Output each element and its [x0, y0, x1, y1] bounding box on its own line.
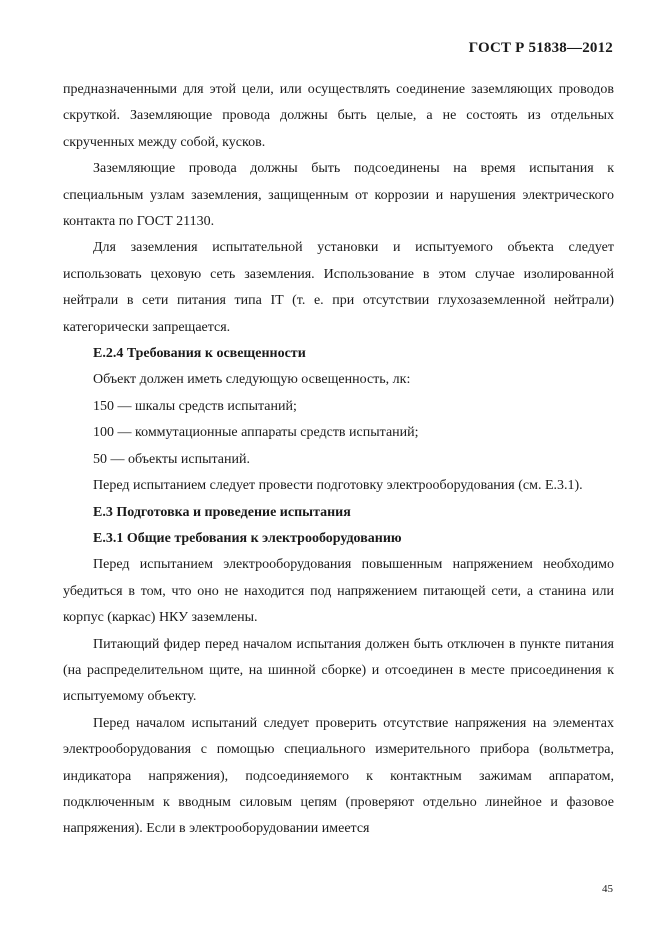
section-heading-e3: Е.3 Подготовка и проведение испытания — [93, 504, 351, 520]
paragraph-grounding-wires: Заземляющие провода должны быть подсоединены на время испытания к специальным узлам заземления, защищенным от коррозии и нарушения электрического контакта по ГОСТ 21130. — [63, 161, 614, 230]
paragraph-workshop-grounding: Для заземления испытательной установки и испытуемого объекта следует использовать цеховую сеть заземления. Использование в этом случае изолированной нейтрали в сети питания типа IT (т. е. при отсутствии глухозаземленной нейтрали) категорически запрещается. — [63, 240, 614, 335]
paragraph-illumination-intro: Объект должен иметь следующую освещенность, лк: — [93, 372, 411, 388]
paragraph-preparation-reference: Перед испытанием следует провести подготовку электрооборудования (см. Е.3.1). — [93, 478, 583, 494]
paragraph-voltage-check: Перед началом испытаний следует проверить отсутствие напряжения на элементах электрооборудования с помощью специального измерительного прибора (вольтметра, индикатора напряжения), подсоединяемого к контактным зажимам аппаратом, подключенным к вводным силовым цепям (проверяют отдельно линейное и фазовое напряжения). Если в электрооборудовании имеется — [63, 715, 614, 837]
document-body — [63, 77, 614, 843]
section-heading-e31: Е.3.1 Общие требования к электрооборудованию — [93, 530, 402, 546]
standard-number-header: ГОСТ Р 51838—2012 — [468, 40, 613, 56]
paragraph-continuation: предназначенными для этой цели, или осуществлять соединение заземляющих проводов скруткой. Заземляющие провода должны быть целые, а не состоять из отдельных скрученных между собой, кусков. — [63, 82, 614, 150]
list-item-150: 150 — шкалы средств испытаний; — [93, 398, 297, 414]
list-item-50: 50 — объекты испытаний. — [93, 451, 250, 467]
paragraph-before-test: Перед испытанием электрооборудования повышенным напряжением необходимо убедиться в том, что оно не находится под напряжением питающей сети, а станина или корпус (каркас) НКУ заземлены. — [63, 557, 614, 626]
paragraph-feeder: Питающий фидер перед началом испытания должен быть отключен в пункте питания (на распределительном щите, на шинной сборке) и отсоединен в месте присоединения к испытуемому объекту. — [63, 636, 614, 705]
list-item-100: 100 — коммутационные аппараты средств испытаний; — [93, 425, 419, 441]
page-number: 45 — [602, 883, 613, 895]
section-heading-e24: Е.2.4 Требования к освещенности — [93, 346, 306, 362]
